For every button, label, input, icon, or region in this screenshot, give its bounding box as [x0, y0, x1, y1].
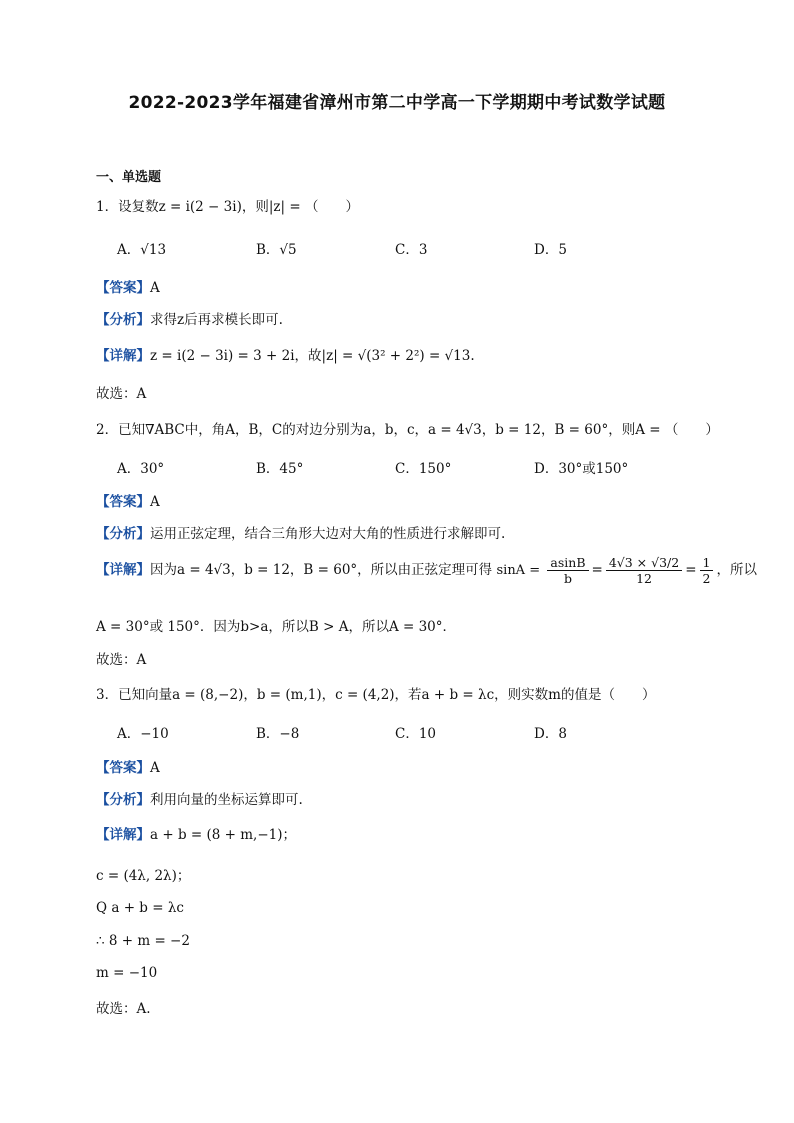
q2-answer	[96, 490, 160, 510]
q3-answer-value: A	[150, 760, 160, 776]
fraction-numerator: 4√3 × √3/2	[606, 555, 682, 571]
q3-step-3: ∴ 8 + m = −2	[96, 933, 190, 949]
fraction-denominator: 12	[636, 571, 652, 586]
q2-options	[117, 457, 673, 477]
q3-step-2: Q a + b = λc	[96, 900, 184, 916]
q1-options	[117, 238, 673, 258]
q2-detail: 【详解】因为a = 4√3，b = 12，B = 60°，所以由正弦定理可得 sinA = $\frac{asinB}{b}$ = $\frac{4√3 \times √3/2}{12}$ = $\frac{1}{2}$ ，所以	[96, 555, 757, 586]
q1-option-d: D．5	[534, 242, 567, 258]
q2-detail-line2: A = 30°或 150°．因为b>a，所以B > A，所以A = 30°．	[96, 619, 457, 635]
q3-analysis-text: 利用向量的坐标运算即可.	[150, 792, 303, 808]
fraction-substituted	[606, 555, 682, 586]
q2-option-d: D．30°或150°	[534, 461, 629, 477]
q3-step-4: m = −10	[96, 965, 158, 981]
analysis-tag: 【分析】	[96, 526, 150, 542]
q2-answer-value: A	[150, 494, 160, 510]
fraction-denominator: b	[563, 571, 572, 586]
q1-option-a: A．√13	[117, 242, 167, 258]
answer-tag: 【答案】	[96, 760, 150, 776]
q1-detail	[96, 344, 475, 364]
answer-tag: 【答案】	[96, 494, 150, 510]
q3-option-c: C．10	[395, 726, 437, 742]
q1-stem: 1．设复数z = i(2 − 3i)，则|z| = （ ）	[96, 199, 359, 215]
q3-step-1: c = (4λ, 2λ)；	[96, 868, 191, 884]
q2-option-c: C．150°	[395, 461, 452, 477]
q3-detail	[96, 823, 296, 843]
q3-answer	[96, 756, 160, 776]
sin-a-label: sinA =	[496, 563, 541, 578]
q1-option-c: C．3	[395, 242, 428, 258]
q2-option-b: B．45°	[256, 461, 304, 477]
q1-answer-value: A	[150, 280, 160, 296]
q2-choice: 故选：A	[96, 652, 147, 668]
q1-choice: 故选：A	[96, 386, 147, 402]
q3-option-d: D．8	[534, 726, 567, 742]
page-title: 2022-2023学年福建省漳州市第二中学高一下学期期中考试数学试题	[128, 93, 666, 113]
q3-choice: 故选：A.	[96, 1001, 151, 1017]
q3-option-a: A．−10	[117, 726, 169, 742]
fraction-numerator: asinB	[547, 555, 588, 571]
q3-stem: 3．已知向量a = (8,−2)，b = (m,1)，c = (4,2)，若a + b = λc，则实数m的值是（ ）	[96, 687, 656, 703]
detail-tag: 【详解】	[96, 827, 150, 843]
detail-tag: 【详解】	[96, 348, 150, 364]
q2-detail-pre: 因为a = 4√3，b = 12，B = 60°，所以由正弦定理可得	[150, 562, 493, 578]
analysis-tag: 【分析】	[96, 792, 150, 808]
q3-options	[117, 722, 673, 742]
q2-analysis-text: 运用正弦定理，结合三角形大边对大角的性质进行求解即可.	[150, 526, 506, 542]
q2-stem: 2．已知∇ABC中，角A，B，C的对边分别为a，b，c，a = 4√3，b = 12，B = 60°，则A = （ ）	[96, 422, 719, 438]
q1-analysis-text: 求得z后再求模长即可.	[150, 312, 283, 328]
q1-detail-text: z = i(2 − 3i) = 3 + 2i，故|z| = √(3² + 2²) = √13.	[150, 348, 475, 364]
q2-analysis	[96, 522, 505, 542]
fraction-asinb-over-b	[547, 555, 588, 586]
q2-option-a: A．30°	[117, 461, 165, 477]
q2-detail-post: ，所以	[716, 562, 757, 578]
fraction-denominator: 2	[702, 571, 711, 586]
section-heading: 一、单选题	[96, 170, 162, 185]
q3-detail-text: a + b = (8 + m,−1)；	[150, 827, 296, 843]
fraction-one-half	[700, 555, 714, 586]
fraction-numerator: 1	[700, 555, 714, 571]
q3-analysis	[96, 788, 303, 808]
answer-tag: 【答案】	[96, 280, 150, 296]
q1-answer	[96, 276, 160, 296]
q1-option-b: B．√5	[256, 242, 297, 258]
analysis-tag: 【分析】	[96, 312, 150, 328]
detail-tag: 【详解】	[96, 562, 150, 578]
q3-option-b: B．−8	[256, 726, 300, 742]
q1-analysis	[96, 308, 283, 328]
